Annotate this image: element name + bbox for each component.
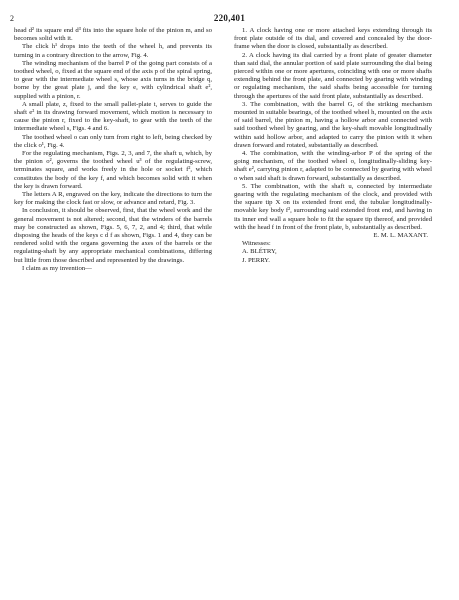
right-column <box>234 27 432 265</box>
paragraph: The winding mechanism of the barrel P of the going part consists of a toothed wheel, o, fixed at the square end of the axis p of the spiral spring, to gear with the intermediate wheel s, whose axis turns in the bridge q, borne by the great plate j, and the key e, with cylindrical shaft e², supplied with a pinion, r. <box>14 59 212 100</box>
patent-number: 220,401 <box>213 13 246 23</box>
paragraph: For the regulating mechanism, Figs. 2, 3, and 7, the shaft u, which, by the pinion o², governs the toothed wheel u³ of the regulating-screw, terminates square, and works freely in the hole or socket f², which constitutes the body of the key f, and which becomes solid with it when the key is drawn forward. <box>14 150 212 190</box>
page-number: 2 <box>10 14 14 23</box>
claim-intro: I claim as my invention— <box>22 264 92 272</box>
paragraph: A small plate, z, fixed to the small pallet-plate t, serves to guide the shaft e² in its drawing forward movement, which motion is necessary to cause the pinion r, fixed to the key-shaft, to gear with the teeth of the intermediate wheel s, Figs. 4 and 6. <box>14 100 212 133</box>
claim-1: 1. A clock having one or more attached keys extending through its front plate outside of its dial, and covered and concealed by the door-frame when the door is closed, substantially as described. <box>234 27 432 51</box>
paragraph: In conclusion, it should be observed, first, that the wheel work and the general movement is not altered; second, that the winders of the barrels may be constructed as shown, Figs. 5, 6, 7, 2, and 4; third, that while disposing the heads of the keys c d f as shown, Figs. 1 and 4, they can be rendered solid with the organs governing the axes of the barrels or the regulating-shaft by any appropriate mechanical combinations, differing but little from those described and represented by the drawings. <box>14 207 212 264</box>
witness-name: J. PERRY. <box>242 256 270 264</box>
claim-2: 2. A clock having its dial carried by a front plate of greater diameter than said dial, the annular portion of said plate surrounding the dial being pierced within one or more apertures, coinciding with one or more shafts extending behind the front plate, and connected by gearing with winding or regulating mechanism, the said shafts being accessible for turning through the apertures of the said front plate, substantially as described. <box>234 51 432 100</box>
witnesses-label: Witnesses: <box>242 240 271 248</box>
claim-4: 4. The combination, with the winding-arbor P of the spring of the going mechanism, of the toothed wheel o, longitudinally-sliding key-shaft e², carrying pinion r, adapted to be connected by gearing with wheel o when said shaft is drawn forward, substantially as described. <box>234 150 432 182</box>
paragraph: The toothed wheel o can only turn from right to left, being checked by the click o¹, Fig. 4. <box>14 133 212 149</box>
left-column <box>14 27 212 273</box>
paragraph: head d² its square end d³ fits into the square hole of the pinion m, and so becomes solid with it. <box>14 27 212 43</box>
paragraph: The letters A R, engraved on the key, indicate the directions to turn the key for making the clock fast or slow, or advance and retard, Fig. 3. <box>14 191 212 207</box>
witness-name: A. BLÉTRY, <box>242 248 277 256</box>
inventor-signature: E. M. L. MAXANT. <box>373 232 428 240</box>
paragraph: The click h¹ drops into the teeth of the wheel h, and prevents its turning in a contrary direction to the arrow, Fig. 4. <box>14 43 212 59</box>
claim-3: 3. The combination, with the barrel G, of the striking mechanism mounted in suitable bearings, of the toothed wheel h, mounted on the axis of said barrel, the pinion m, having a hollow arbor and connected with said toothed wheel by gearing, and the key-shaft movable longitudinally within said hollow arbor, and adapted to carry the pinion with it when drawn forward and rotated, substantially as described. <box>234 100 432 149</box>
claim-5: 5. The combination, with the shaft u, connected by intermediate gearing with the regulating mechanism of the clock, and provided with the square tip X on its extended front end, the tubular longitudinally-movable key body f², surrounding said extended front end, and having in its inner end wall a square hole to fit the square tip thereof, and provided with the head f in front of the front plate, b, substantially as described. <box>234 182 432 231</box>
